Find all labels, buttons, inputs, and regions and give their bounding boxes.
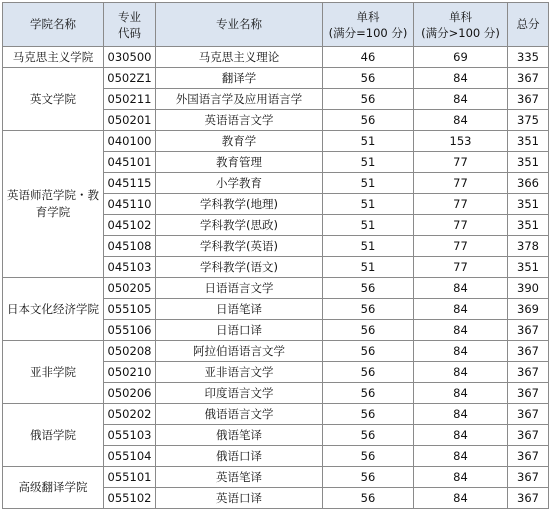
- single-score-100-cell: 51: [323, 236, 414, 257]
- table-row: [3, 131, 549, 152]
- major-name-cell: 翻译学: [156, 68, 323, 89]
- header-single-100-line2: (满分=100 分): [328, 25, 408, 40]
- college-name-cell: 马克思主义学院: [3, 47, 104, 68]
- single-score-100-cell: 56: [323, 467, 414, 488]
- total-score-cell: 367: [508, 467, 549, 488]
- single-score-100-cell: 56: [323, 488, 414, 509]
- header-single-100-line1: 单科: [356, 9, 380, 24]
- total-score-cell: 390: [508, 278, 549, 299]
- total-score-cell: 369: [508, 299, 549, 320]
- single-score-over-100-cell: 84: [414, 362, 508, 383]
- single-score-100-cell: 56: [323, 320, 414, 341]
- total-score-cell: 351: [508, 194, 549, 215]
- major-code-cell: 050211: [104, 89, 156, 110]
- total-score-cell: 335: [508, 47, 549, 68]
- single-score-100-cell: 56: [323, 383, 414, 404]
- single-score-100-cell: 51: [323, 152, 414, 173]
- single-score-over-100-cell: 84: [414, 404, 508, 425]
- major-code-cell: 045115: [104, 173, 156, 194]
- single-score-100-cell: 56: [323, 278, 414, 299]
- major-code-cell: 050201: [104, 110, 156, 131]
- header-major: 专业名称: [156, 3, 323, 47]
- total-score-cell: 367: [508, 341, 549, 362]
- college-name-cell: 俄语学院: [3, 404, 104, 467]
- major-code-cell: 050210: [104, 362, 156, 383]
- major-name-cell: 学科教学(英语): [156, 236, 323, 257]
- single-score-over-100-cell: 84: [414, 341, 508, 362]
- total-score-cell: 367: [508, 488, 549, 509]
- single-score-over-100-cell: 84: [414, 425, 508, 446]
- major-code-cell: 055102: [104, 488, 156, 509]
- table-row: [3, 278, 549, 299]
- total-score-cell: 351: [508, 257, 549, 278]
- major-code-cell: 050205: [104, 278, 156, 299]
- single-score-100-cell: 51: [323, 215, 414, 236]
- score-table-container: [2, 2, 549, 509]
- major-code-cell: 055103: [104, 425, 156, 446]
- table-row: [3, 467, 549, 488]
- major-code-cell: 045101: [104, 152, 156, 173]
- major-code-cell: 050202: [104, 404, 156, 425]
- single-score-over-100-cell: 77: [414, 194, 508, 215]
- single-score-over-100-cell: 84: [414, 89, 508, 110]
- major-name-cell: 教育管理: [156, 152, 323, 173]
- major-name-cell: 印度语言文学: [156, 383, 323, 404]
- table-row: [3, 47, 549, 68]
- total-score-cell: 367: [508, 383, 549, 404]
- single-score-100-cell: 51: [323, 257, 414, 278]
- major-name-cell: 马克思主义理论: [156, 47, 323, 68]
- single-score-over-100-cell: 77: [414, 257, 508, 278]
- total-score-cell: 367: [508, 404, 549, 425]
- college-name-cell: 日本文化经济学院: [3, 278, 104, 341]
- major-code-cell: 055101: [104, 467, 156, 488]
- major-code-cell: 055105: [104, 299, 156, 320]
- major-code-cell: 045110: [104, 194, 156, 215]
- major-name-cell: 阿拉伯语语言文学: [156, 341, 323, 362]
- major-code-cell: 050208: [104, 341, 156, 362]
- college-name-cell: 高级翻译学院: [3, 467, 104, 509]
- major-name-cell: 日语口译: [156, 320, 323, 341]
- total-score-cell: 366: [508, 173, 549, 194]
- major-code-cell: 050206: [104, 383, 156, 404]
- major-code-cell: 030500: [104, 47, 156, 68]
- single-score-over-100-cell: 77: [414, 152, 508, 173]
- header-code-line2: 代码: [118, 25, 141, 40]
- major-name-cell: 英语口译: [156, 488, 323, 509]
- single-score-over-100-cell: 84: [414, 299, 508, 320]
- total-score-cell: 367: [508, 425, 549, 446]
- score-table: [2, 2, 549, 509]
- single-score-over-100-cell: 77: [414, 215, 508, 236]
- header-single-over-100: [414, 3, 508, 47]
- single-score-100-cell: 51: [323, 173, 414, 194]
- major-name-cell: 亚非语言文学: [156, 362, 323, 383]
- major-name-cell: 日语笔译: [156, 299, 323, 320]
- single-score-over-100-cell: 84: [414, 446, 508, 467]
- header-code-line1: 专业: [118, 9, 141, 24]
- total-score-cell: 378: [508, 236, 549, 257]
- major-name-cell: 学科教学(思政): [156, 215, 323, 236]
- single-score-100-cell: 56: [323, 362, 414, 383]
- single-score-over-100-cell: 84: [414, 68, 508, 89]
- single-score-over-100-cell: 153: [414, 131, 508, 152]
- major-name-cell: 日语语言文学: [156, 278, 323, 299]
- single-score-over-100-cell: 77: [414, 173, 508, 194]
- table-row: [3, 341, 549, 362]
- major-name-cell: 学科教学(语文): [156, 257, 323, 278]
- single-score-100-cell: 56: [323, 299, 414, 320]
- total-score-cell: 367: [508, 362, 549, 383]
- table-body: [3, 47, 549, 509]
- total-score-cell: 375: [508, 110, 549, 131]
- single-score-100-cell: 56: [323, 404, 414, 425]
- major-code-cell: 055104: [104, 446, 156, 467]
- major-name-cell: 小学教育: [156, 173, 323, 194]
- table-row: [3, 68, 549, 89]
- single-score-100-cell: 46: [323, 47, 414, 68]
- single-score-over-100-cell: 84: [414, 488, 508, 509]
- single-score-over-100-cell: 84: [414, 278, 508, 299]
- major-name-cell: 外国语言学及应用语言学: [156, 89, 323, 110]
- college-name-cell: 英文学院: [3, 68, 104, 131]
- table-header: [3, 3, 549, 47]
- major-name-cell: 教育学: [156, 131, 323, 152]
- total-score-cell: 351: [508, 152, 549, 173]
- major-name-cell: 英语笔译: [156, 467, 323, 488]
- total-score-cell: 367: [508, 446, 549, 467]
- single-score-100-cell: 51: [323, 131, 414, 152]
- major-name-cell: 俄语语言文学: [156, 404, 323, 425]
- major-name-cell: 学科教学(地理): [156, 194, 323, 215]
- single-score-100-cell: 56: [323, 446, 414, 467]
- total-score-cell: 367: [508, 68, 549, 89]
- header-single-100: [323, 3, 414, 47]
- total-score-cell: 351: [508, 131, 549, 152]
- college-name-cell: 英语师范学院・教育学院: [3, 131, 104, 278]
- single-score-100-cell: 56: [323, 110, 414, 131]
- major-name-cell: 俄语笔译: [156, 425, 323, 446]
- major-name-cell: 英语语言文学: [156, 110, 323, 131]
- single-score-over-100-cell: 77: [414, 236, 508, 257]
- total-score-cell: 367: [508, 320, 549, 341]
- single-score-100-cell: 51: [323, 194, 414, 215]
- total-score-cell: 367: [508, 89, 549, 110]
- header-college: 学院名称: [3, 3, 104, 47]
- total-score-cell: 351: [508, 215, 549, 236]
- major-code-cell: 045108: [104, 236, 156, 257]
- single-score-100-cell: 56: [323, 425, 414, 446]
- major-code-cell: 040100: [104, 131, 156, 152]
- header-total: 总分: [508, 3, 549, 47]
- major-name-cell: 俄语口译: [156, 446, 323, 467]
- major-code-cell: 0502Z1: [104, 68, 156, 89]
- single-score-over-100-cell: 84: [414, 467, 508, 488]
- single-score-100-cell: 56: [323, 68, 414, 89]
- header-code: [104, 3, 156, 47]
- single-score-over-100-cell: 84: [414, 110, 508, 131]
- header-single-over-100-line1: 单科: [449, 9, 472, 24]
- major-code-cell: 045103: [104, 257, 156, 278]
- major-code-cell: 055106: [104, 320, 156, 341]
- single-score-over-100-cell: 84: [414, 383, 508, 404]
- major-code-cell: 045102: [104, 215, 156, 236]
- header-single-over-100-line2: (满分>100 分): [421, 25, 500, 40]
- header-row: [3, 3, 549, 47]
- single-score-over-100-cell: 69: [414, 47, 508, 68]
- college-name-cell: 亚非学院: [3, 341, 104, 404]
- single-score-100-cell: 56: [323, 341, 414, 362]
- single-score-100-cell: 56: [323, 89, 414, 110]
- table-row: [3, 404, 549, 425]
- single-score-over-100-cell: 84: [414, 320, 508, 341]
